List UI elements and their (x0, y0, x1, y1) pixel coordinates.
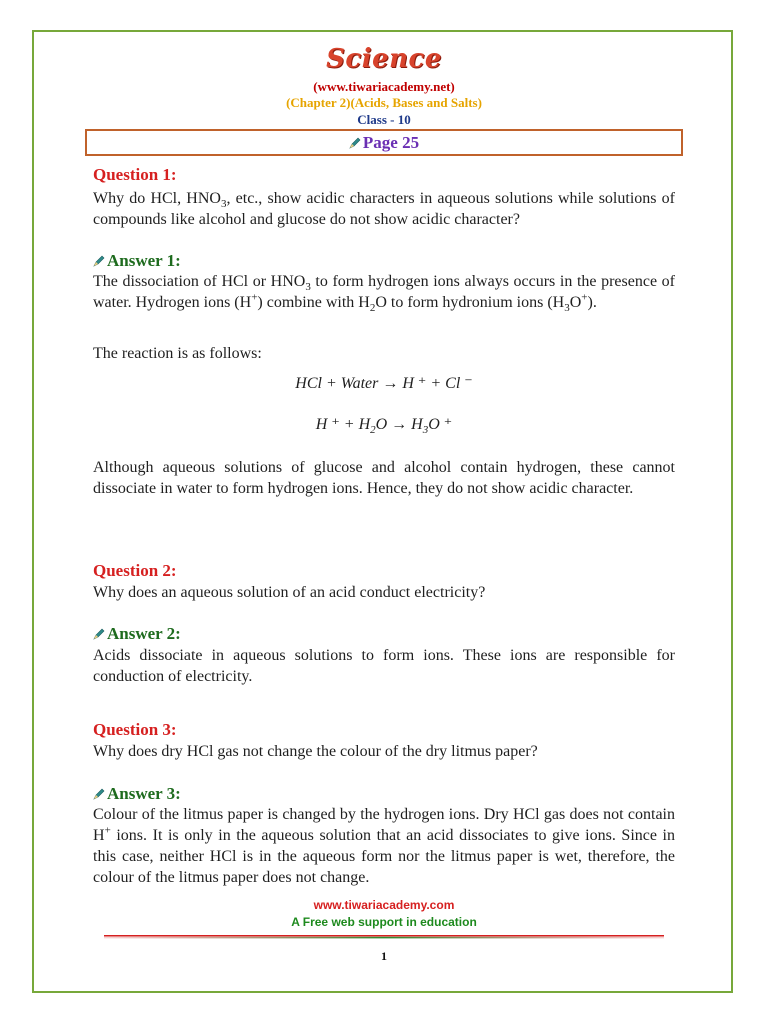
equation-1: HCl + Water → H ⁺ + Cl ⁻ (295, 375, 473, 392)
chapter-heading: (Chapter 2)(Acids, Bases and Salts) (286, 95, 482, 110)
footer-tagline: A Free web support in education (291, 915, 477, 929)
answer-1-paragraph-1: The dissociation of HCl or $HNO_3$ to form hydrogen ions always occurs in the presence of water. Hydrogen ions (H+) combine with $H_2O$ to form hydronium ions $(H_3O^+)$. (93, 273, 675, 315)
question-2-label: Question 2: (93, 561, 177, 580)
equation-2: H ⁺ + $H_2O \to H_3O$ ⁺ (315, 416, 453, 437)
answer-3-text: Colour of the litmus paper is changed by the hydrogen ions. Dry HCl gas does not contain H+ ions. It is only in the aqueous solution that an acid dissociates to give ions. Since in this case, neither HCl is in the aqueous form nor the litmus paper is wet, therefore, the colour of the litmus paper does not change. (93, 806, 675, 886)
pen-icon (93, 255, 105, 267)
question-1-label: Question 1: (93, 165, 177, 184)
answer-2-text: Acids dissociate in aqueous solutions to form ions. These ions are responsible for conduction of electricity. (93, 647, 675, 685)
page-number: 1 (381, 949, 387, 963)
question-3-label: Question 3: (93, 720, 177, 739)
page-title: Science (326, 44, 442, 74)
page-label-box (85, 129, 683, 156)
answer-3-label: Answer 3: (93, 784, 181, 804)
page-label: Page 25 (362, 133, 420, 152)
class-label: Class - 10 (357, 112, 411, 127)
question-3-text: Why does dry HCl gas not change the colour of the dry litmus paper? (93, 743, 538, 760)
question-1-text: Why do HCl, $HNO_3$, etc., show acidic characters in aqueous solutions while solutions of compounds like alcohol and glucose do not show acidic character? (93, 190, 676, 228)
answer-1-paragraph-3: Although aqueous solutions of glucose and alcohol contain hydrogen, these cannot dissociate in water to form hydrogen ions. Hence, they do not show acidic character. (93, 459, 675, 497)
question-2-text: Why does an aqueous solution of an acid conduct electricity? (93, 584, 486, 601)
pen-icon (93, 628, 105, 640)
footer-divider (104, 935, 664, 939)
footer-site-link[interactable]: www.tiwariacademy.com (313, 898, 455, 912)
pen-icon (93, 788, 105, 800)
pen-icon (349, 137, 361, 149)
answer-1-paragraph-2: The reaction is as follows: (93, 345, 262, 362)
answer-1-label: Answer 1: (93, 251, 181, 271)
header-site: (www.tiwariacademy.net) (313, 79, 455, 94)
answer-2-label: Answer 2: (93, 624, 181, 644)
